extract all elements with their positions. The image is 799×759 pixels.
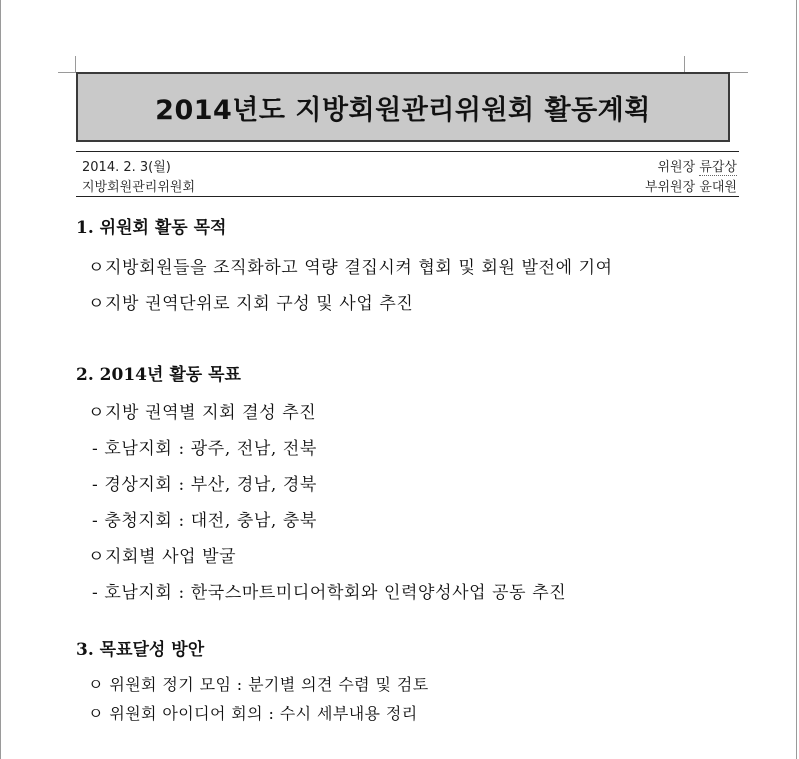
list-item: ㅇ 위원회 아이디어 회의 : 수시 세부내용 정리 bbox=[88, 704, 418, 723]
list-item: ㅇ 위원회 정기 모임 : 분기별 의견 수렴 및 검토 bbox=[88, 675, 429, 694]
list-item: - 경상지회 : 부산, 경남, 경북 bbox=[92, 475, 317, 495]
list-item: ㅇ지방 권역별 지회 결성 추진 bbox=[88, 403, 317, 423]
list-item: ㅇ지방 권역단위로 지회 구성 및 사업 추진 bbox=[88, 294, 414, 314]
crop-mark bbox=[730, 72, 748, 73]
header-rule-top bbox=[76, 151, 739, 152]
meta-chair bbox=[657, 156, 737, 175]
meta-date: 2014. 2. 3(월) bbox=[82, 160, 171, 175]
document-title: 2014년도 지방회원관리위원회 활동계획 bbox=[155, 94, 651, 126]
list-item: - 충청지회 : 대전, 충남, 충북 bbox=[92, 511, 317, 531]
chair-role: 위원장 bbox=[657, 160, 696, 175]
document-title-box bbox=[76, 72, 730, 142]
section-heading: 1. 위원회 활동 목적 bbox=[76, 218, 227, 238]
section-heading: 2. 2014년 활동 목표 bbox=[76, 365, 241, 385]
chair-name: 류갑상 bbox=[699, 160, 737, 175]
vice-chair-name: 윤대원 bbox=[699, 180, 737, 195]
crop-mark bbox=[58, 72, 76, 73]
vice-chair-role: 부위원장 bbox=[644, 180, 696, 195]
crop-mark bbox=[75, 56, 76, 72]
crop-mark bbox=[684, 56, 685, 72]
list-item: ㅇ지방회원들을 조직화하고 역량 결집시켜 협회 및 회원 발전에 기여 bbox=[88, 258, 613, 278]
meta-vice-chair bbox=[645, 176, 737, 195]
list-item: - 호남지회 : 광주, 전남, 전북 bbox=[92, 439, 317, 459]
list-item: ㅇ지회별 사업 발굴 bbox=[88, 547, 237, 567]
section-heading: 3. 목표달성 방안 bbox=[76, 640, 205, 660]
meta-organization: 지방회원관리위원회 bbox=[82, 180, 196, 195]
header-rule-bottom bbox=[76, 196, 739, 197]
list-item: - 호남지회 : 한국스마트미디어학회와 인력양성사업 공동 추진 bbox=[92, 583, 567, 603]
